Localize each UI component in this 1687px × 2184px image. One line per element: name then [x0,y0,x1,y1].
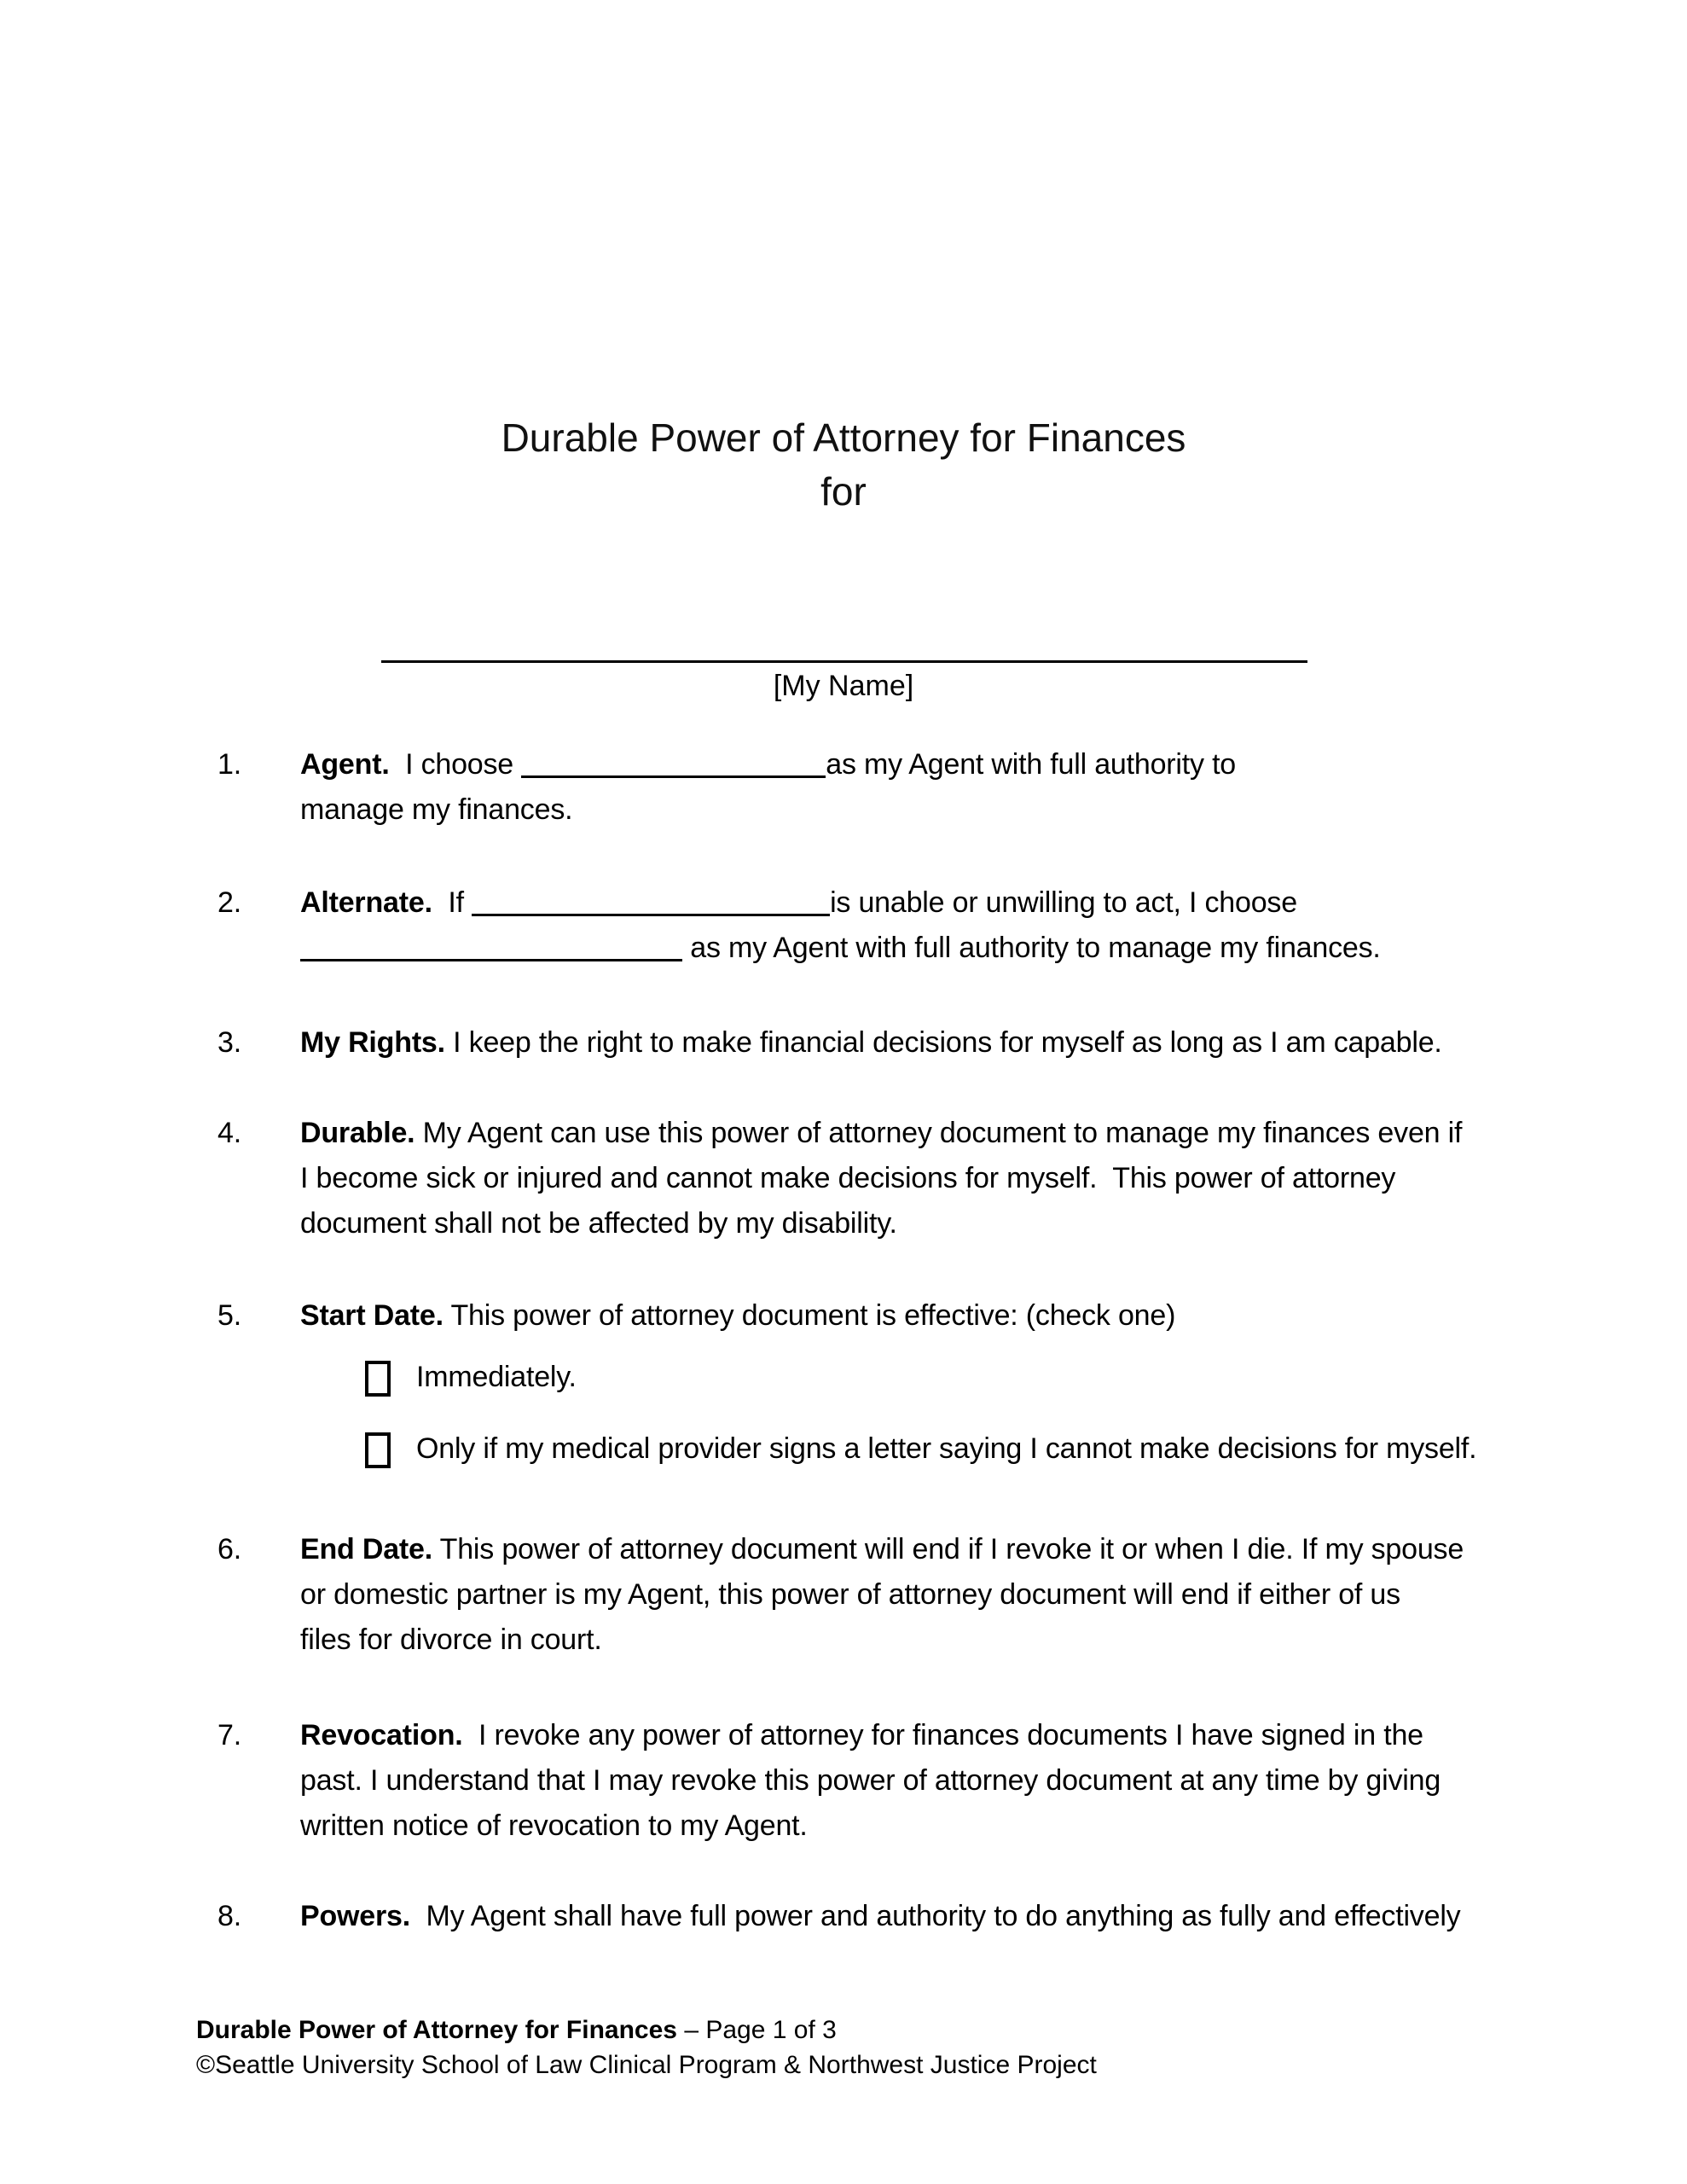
item-text: I keep the right to make financial decisions for myself as long as I am capable. [444,1026,1442,1059]
footer-page-number: – Page 1 of 3 [676,2016,837,2044]
item-text: as my Agent with full authority to manage my finances. [682,932,1381,964]
blank-field-alternate-name[interactable] [300,933,682,961]
item-heading: Start Date. [300,1299,443,1332]
item-alternate [217,880,1381,971]
item-heading: Powers. [300,1900,410,1932]
checkbox-medical-provider[interactable] [365,1432,391,1468]
item-number: 7. [217,1719,241,1751]
item-text: This power of attorney document is effective: (check one) [443,1299,1176,1332]
title-line-2: for [820,469,867,514]
blank-field-agent-name[interactable] [472,888,830,916]
item-text: as my Agent with full authority to [826,748,1237,781]
item-heading: Alternate. [300,886,432,919]
item-heading: My Rights. [300,1026,445,1059]
item-number: 4. [217,1117,241,1149]
document-title [0,411,1687,519]
item-heading: End Date. [300,1533,433,1565]
name-field-label: [My Name] [773,670,914,702]
item-powers [217,1894,1460,1939]
checkbox-immediately[interactable] [365,1361,391,1397]
item-number: 5. [217,1299,241,1332]
item-text: My Agent can use this power of attorney document to manage my finances even if [415,1117,1463,1149]
item-text: If [432,886,472,919]
item-text: is unable or unwilling to act, I choose [830,886,1297,919]
item-text: I revoke any power of attorney for finances documents I have signed in the [462,1719,1423,1751]
item-text: manage my finances. [300,793,573,826]
item-text: I become sick or injured and cannot make decisions for myself. This power of attorney [300,1162,1396,1194]
title-line-1: Durable Power of Attorney for Finances [501,415,1186,460]
option-immediately [365,1355,577,1400]
item-start-date [217,1293,1175,1339]
item-text: document shall not be affected by my disability. [300,1207,897,1240]
item-revocation [217,1713,1441,1849]
item-heading: Agent. [300,748,390,781]
item-heading: Revocation. [300,1719,463,1751]
item-number: 6. [217,1533,241,1565]
name-field[interactable] [381,635,1307,663]
item-durable [217,1111,1462,1246]
footer-doc-title: Durable Power of Attorney for Finances [196,2016,677,2044]
blank-field-agent-name[interactable] [521,750,826,778]
item-text: My Agent shall have full power and authority to do anything as fully and effectively [410,1900,1461,1932]
item-my-rights [217,1020,1442,1066]
item-number: 3. [217,1026,241,1059]
item-agent [217,742,1236,833]
item-number: 8. [217,1900,241,1932]
item-text: This power of attorney document will end if I revoke it or when I die. If my spouse [432,1533,1464,1565]
footer-copyright: ©Seattle University School of Law Clinical Program & Northwest Justice Project [196,2051,1097,2079]
item-text: or domestic partner is my Agent, this power of attorney document will end if either of us [300,1578,1400,1611]
item-text: I choose [389,748,522,781]
item-end-date [217,1527,1464,1663]
item-text: past. I understand that I may revoke this power of attorney document at any time by giving [300,1764,1441,1797]
item-number: 2. [217,886,241,919]
footer-page-info [196,2013,837,2048]
option-medical-provider [365,1426,1476,1472]
option-label: Immediately. [416,1361,577,1393]
option-label: Only if my medical provider signs a letter saying I cannot make decisions for myself. [416,1432,1477,1465]
item-heading: Durable. [300,1117,415,1149]
item-text: written notice of revocation to my Agent. [300,1809,808,1842]
item-number: 1. [217,748,241,781]
item-text: files for divorce in court. [300,1623,602,1656]
